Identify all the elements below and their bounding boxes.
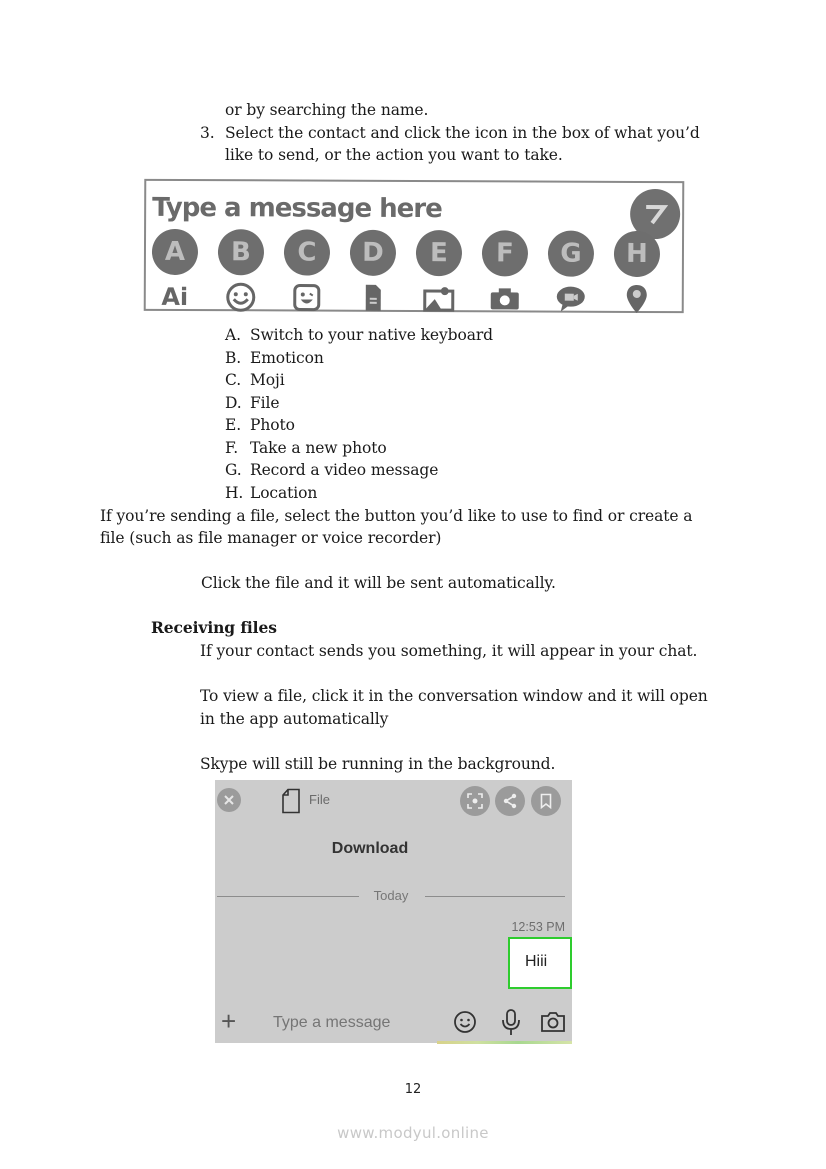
legend-letter: G. — [225, 461, 242, 479]
receiving-paragraph-2-line-1: To view a file, click it in the conversation window and it will open — [200, 687, 708, 705]
label-badge-c: C — [284, 229, 330, 275]
message-input[interactable] — [273, 1014, 433, 1032]
toolbar-button-e — [414, 230, 464, 316]
legend-item: Record a video message — [250, 461, 439, 479]
microphone-icon[interactable] — [500, 1008, 522, 1036]
location-pin-icon — [624, 282, 650, 316]
download-button[interactable]: Download — [331, 840, 409, 857]
video-message-icon — [554, 284, 588, 314]
close-icon — [223, 794, 235, 806]
image-edge-artifact — [437, 1041, 572, 1044]
legend-item: File — [250, 394, 280, 412]
toolbar-button-g — [546, 231, 596, 317]
message-bubble[interactable]: Hiii — [508, 937, 572, 989]
share-icon — [502, 793, 518, 809]
sending-paragraph-line-1: If you’re sending a file, select the button you’d like to use to find or create a — [100, 507, 693, 525]
moji-icon — [291, 281, 323, 313]
label-badge-b: B — [218, 229, 264, 275]
receiving-paragraph-3: Skype will still be running in the background. — [200, 755, 556, 773]
legend-item: Location — [250, 484, 318, 502]
send-icon — [642, 201, 668, 227]
legend-letter: B. — [225, 349, 242, 367]
label-badge-f: F — [482, 230, 528, 276]
legend-item: Photo — [250, 416, 295, 434]
step-3-number: 3. — [200, 124, 215, 142]
legend-letter: F. — [225, 439, 239, 457]
label-badge-a: A — [152, 229, 198, 275]
legend-letter: H. — [225, 484, 244, 502]
label-badge-e: E — [416, 230, 462, 276]
bookmark-button[interactable] — [531, 786, 561, 816]
toolbar-button-d — [348, 230, 398, 316]
sending-paragraph-line-2: file (such as file manager or voice recorder) — [100, 529, 442, 547]
receiving-paragraph-1: If your contact sends you something, it will appear in your chat. — [200, 642, 698, 660]
close-button[interactable] — [217, 788, 241, 812]
emoticon-icon — [225, 281, 257, 313]
camera-icon — [488, 284, 522, 312]
legend-item: Moji — [250, 371, 285, 389]
toolbar-button-f — [480, 230, 530, 316]
share-button[interactable] — [495, 786, 525, 816]
intro-continued-line: or by searching the name. — [225, 101, 429, 119]
legend-item: Take a new photo — [250, 439, 387, 457]
date-divider: Today — [373, 888, 409, 903]
toolbar-button-c — [282, 229, 332, 315]
watermark: www.modyul.online — [337, 1124, 489, 1142]
type-message-placeholder: Type a message here — [152, 192, 442, 225]
step-3-line-1: Select the contact and click the icon in the box of what you’d — [225, 124, 700, 142]
chat-screenshot — [215, 780, 572, 1043]
scan-button[interactable] — [460, 786, 490, 816]
toolbar-button-b — [216, 229, 266, 315]
step-3-line-2: like to send, or the action you want to take. — [225, 146, 563, 164]
label-badge-h: H — [614, 231, 660, 277]
file-label: File — [309, 792, 330, 807]
add-button[interactable]: + — [221, 1006, 237, 1036]
click-file-note: Click the file and it will be sent automatically. — [201, 574, 556, 592]
page-number: 12 — [404, 1082, 422, 1097]
toolbar-button-a — [150, 229, 200, 315]
keyboard-ai-icon: Ai — [161, 282, 189, 312]
label-badge-d: D — [350, 230, 396, 276]
message-toolbar-figure — [144, 179, 685, 313]
divider-left — [217, 896, 359, 897]
scan-icon — [467, 793, 483, 809]
divider-right — [425, 896, 565, 897]
legend-letter: A. — [225, 326, 241, 344]
emoji-icon[interactable] — [453, 1010, 477, 1034]
legend-item: Switch to your native keyboard — [250, 326, 493, 344]
toolbar-button-h — [612, 231, 662, 317]
photo-icon — [422, 283, 456, 313]
legend-item: Emoticon — [250, 349, 324, 367]
legend-letter: E. — [225, 416, 242, 434]
receiving-paragraph-2-line-2: in the app automatically — [200, 710, 389, 728]
legend-letter: D. — [225, 394, 242, 412]
receiving-files-heading: Receiving files — [151, 618, 277, 637]
file-icon — [361, 282, 385, 314]
label-badge-g: G — [548, 231, 594, 277]
legend-letter: C. — [225, 371, 242, 389]
message-timestamp: 12:53 PM — [511, 920, 565, 934]
file-icon — [281, 788, 301, 814]
camera-icon[interactable] — [540, 1011, 566, 1033]
bookmark-icon — [540, 793, 552, 809]
